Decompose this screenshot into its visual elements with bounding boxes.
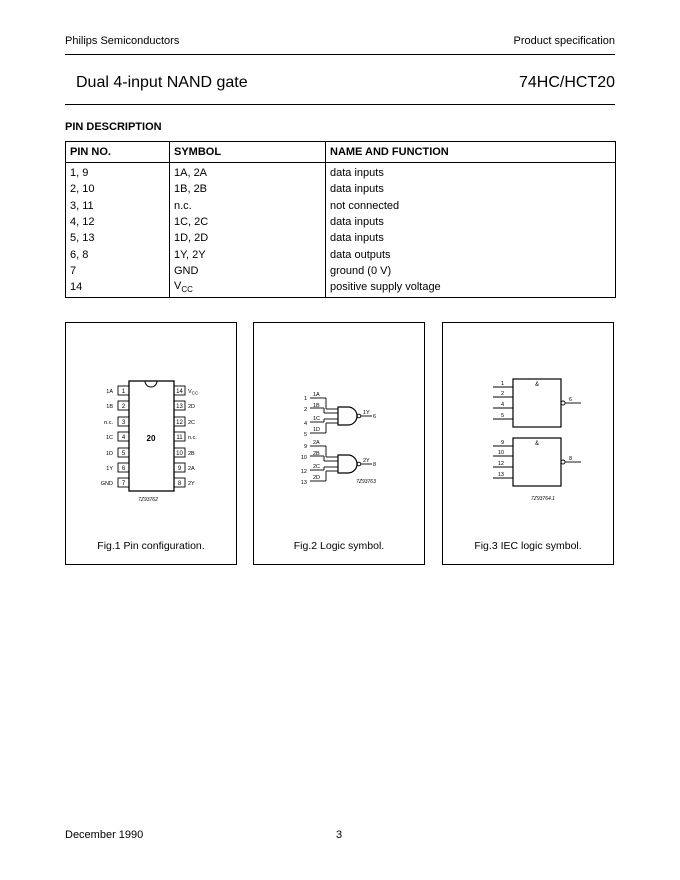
figure-code: 7Z93762 xyxy=(138,497,158,503)
input-pin-number: 10 xyxy=(300,455,307,461)
function-cell: data inputs xyxy=(326,214,616,230)
pin-number: 13 xyxy=(176,404,183,410)
input-pin-name: 2B xyxy=(313,451,320,457)
right-pin-11 xyxy=(174,432,197,441)
figure-caption: Fig.1 Pin configuration. xyxy=(97,540,205,552)
pin-name: 1C xyxy=(105,435,113,441)
right-pin-12 xyxy=(174,417,195,426)
input-pin-name: 2C xyxy=(313,464,321,470)
pin-cell: 6, 8 xyxy=(70,248,89,261)
page-number: 3 xyxy=(336,829,343,841)
pin-number: 1 xyxy=(121,389,126,395)
symbol-main: V xyxy=(174,280,182,293)
pin-name: 2D xyxy=(188,404,196,410)
pin-configuration-diagram xyxy=(66,323,238,566)
input-pin-name: 1A xyxy=(313,392,320,398)
document-type: Product specification xyxy=(513,35,615,47)
pin-number: 12 xyxy=(176,420,183,426)
symbol-cell: 1C, 2C xyxy=(170,214,326,230)
chip-label: 20 xyxy=(146,434,156,443)
left-pin-2 xyxy=(106,401,129,410)
pin-description-table xyxy=(65,141,616,298)
pin-name: 1A xyxy=(106,389,113,395)
pin-name: 1Y xyxy=(106,466,113,472)
pin-name: n.c. xyxy=(104,420,113,426)
figure-caption: Fig.2 Logic symbol. xyxy=(293,540,385,552)
left-pin-1 xyxy=(106,386,129,395)
function-cell: data inputs xyxy=(326,163,616,182)
figure-iec-logic-symbol xyxy=(442,322,614,565)
input-pin-number: 12 xyxy=(300,469,307,475)
table-row xyxy=(66,279,616,298)
input-pin-name: 2A xyxy=(313,440,320,446)
input-pin-number: 5 xyxy=(500,413,504,419)
input-pin-name: 1C xyxy=(313,416,321,422)
column-header-symbol: SYMBOL xyxy=(170,142,326,163)
table-row xyxy=(66,246,616,262)
pin-cell: 2, 10 xyxy=(70,183,95,196)
section-title: PIN DESCRIPTION xyxy=(65,121,162,133)
pin-number: 11 xyxy=(176,435,183,441)
input-pin-number: 4 xyxy=(500,402,504,408)
pin-name: n.c. xyxy=(188,435,197,441)
input-pin-number: 10 xyxy=(497,450,504,456)
table-header-row xyxy=(66,142,616,163)
pin-number: 8 xyxy=(177,481,182,487)
pin-number: 5 xyxy=(121,451,126,457)
function-cell: positive supply voltage xyxy=(326,279,616,298)
pin-name: 2C xyxy=(188,420,196,426)
company-name: Philips Semiconductors xyxy=(65,35,180,47)
symbol-cell: 1B, 2B xyxy=(170,181,326,197)
pin-number: 7 xyxy=(121,481,126,487)
part-number: 74HC/HCT20 xyxy=(518,74,615,91)
figure-caption: Fig.3 IEC logic symbol. xyxy=(474,540,582,552)
pin-number: 4 xyxy=(121,435,126,441)
pin-name: 1D xyxy=(105,451,113,457)
pin-number: 9 xyxy=(177,466,182,472)
pin-name: 2B xyxy=(188,451,195,457)
output-pin-name: 1Y xyxy=(363,410,370,416)
output-pin-number: 8 xyxy=(569,456,573,462)
input-pin-number: 2 xyxy=(303,407,307,413)
figure-pin-configuration xyxy=(65,322,237,565)
pin-number: 3 xyxy=(121,420,126,426)
output-pin-number: 6 xyxy=(569,397,573,403)
header-rule xyxy=(65,54,615,55)
left-pin-3 xyxy=(104,417,129,426)
right-pin-13 xyxy=(174,401,195,410)
pin-number: 14 xyxy=(176,389,183,395)
table-row xyxy=(66,263,616,279)
pin-name: 2Y xyxy=(188,481,195,487)
pin-cell: 14 xyxy=(70,281,83,294)
left-pin-6 xyxy=(106,463,129,472)
right-pin-9 xyxy=(174,463,195,472)
function-cell: ground (0 V) xyxy=(326,263,616,279)
input-pin-number: 4 xyxy=(303,421,307,427)
and-symbol: & xyxy=(534,441,540,447)
pin-name: $V_{CC}$ xyxy=(188,389,199,396)
symbol-cell: 1Y, 2Y xyxy=(170,246,326,262)
function-cell: data inputs xyxy=(326,230,616,246)
right-pin-10 xyxy=(174,448,195,457)
input-pin-number: 1 xyxy=(303,396,307,402)
left-pin-5 xyxy=(106,448,129,457)
input-pin-number: 13 xyxy=(300,480,307,486)
right-pin-8 xyxy=(174,478,195,487)
left-pin-7 xyxy=(101,478,129,487)
pin-cell: 5, 13 xyxy=(70,232,95,245)
pin-cell: 7 xyxy=(70,264,77,277)
input-pin-name: 2D xyxy=(313,475,321,481)
column-header-function: NAME AND FUNCTION xyxy=(326,142,616,163)
input-pin-number: 1 xyxy=(500,381,504,387)
pin-cell: 4, 12 xyxy=(70,216,95,229)
function-cell: data outputs xyxy=(326,246,616,262)
and-symbol: & xyxy=(534,382,540,388)
left-pin-4 xyxy=(106,432,129,441)
right-pin-14 xyxy=(174,386,199,396)
input-pin-number: 13 xyxy=(497,472,504,478)
column-header-pin: PIN NO. xyxy=(66,142,170,163)
logic-symbol-diagram xyxy=(254,323,426,566)
function-cell: data inputs xyxy=(326,181,616,197)
input-pin-number: 12 xyxy=(497,461,504,467)
symbol-cell: 1D, 2D xyxy=(170,230,326,246)
table-row xyxy=(66,163,616,182)
figure-code: 7Z93764.1 xyxy=(531,496,555,502)
input-pin-number: 2 xyxy=(500,391,504,397)
pin-cell: 3, 11 xyxy=(70,199,94,212)
pin-name: 1B xyxy=(106,404,113,410)
figure-code: 7Z93763 xyxy=(356,479,376,485)
input-pin-number: 9 xyxy=(303,444,307,450)
pin-number: 2 xyxy=(121,404,126,410)
pin-number: 6 xyxy=(121,466,126,472)
title-rule xyxy=(65,104,615,105)
function-cell: not connected xyxy=(326,198,616,214)
table-row xyxy=(66,181,616,197)
iec-logic-symbol-diagram xyxy=(443,323,615,566)
pin-name: 2A xyxy=(188,466,195,472)
output-pin-name: 2Y xyxy=(363,458,370,464)
chip-notch xyxy=(145,381,157,387)
input-pin-name: 1D xyxy=(313,427,321,433)
pin-number: 10 xyxy=(176,451,183,457)
input-pin-name: 1B xyxy=(313,403,320,409)
document-title: Dual 4-input NAND gate xyxy=(76,74,248,91)
table-row xyxy=(66,230,616,246)
pin-name: GND xyxy=(100,481,113,487)
table-row xyxy=(66,198,616,214)
symbol-subscript: CC xyxy=(181,285,193,295)
output-pin-number: 6 xyxy=(373,414,377,420)
symbol-cell: n.c. xyxy=(170,198,326,214)
table-row xyxy=(66,214,616,230)
pin-cell: 1, 9 xyxy=(70,167,89,180)
input-pin-number: 5 xyxy=(303,432,307,438)
footer-date: December 1990 xyxy=(65,829,144,841)
symbol-cell xyxy=(170,279,326,298)
output-pin-number: 8 xyxy=(373,462,377,468)
input-pin-number: 9 xyxy=(500,440,504,446)
symbol-cell: GND xyxy=(170,263,326,279)
symbol-cell: 1A, 2A xyxy=(170,163,326,182)
figure-logic-symbol xyxy=(253,322,425,565)
